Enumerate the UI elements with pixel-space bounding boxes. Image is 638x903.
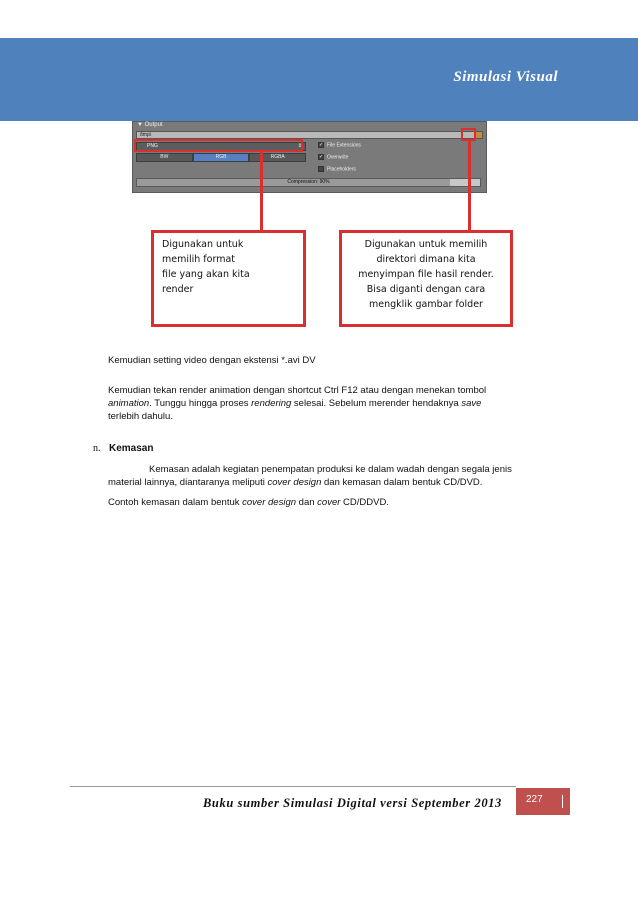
checkbox-placeholders[interactable] xyxy=(318,166,356,172)
text-run: . Tunggu hingga proses xyxy=(149,398,252,409)
checkbox-label: Overwrite xyxy=(327,154,349,161)
checkbox-checked-icon: ✓ xyxy=(319,154,324,160)
paragraph-kemasan xyxy=(108,463,533,489)
italic-term: animation xyxy=(108,398,150,409)
callout-directory xyxy=(339,230,513,327)
text-run: Contoh kemasan dalam bentuk xyxy=(108,497,243,508)
page-number: 227 xyxy=(526,794,543,805)
select-arrows-icon: ⇕ xyxy=(297,143,302,149)
color-mode-bw[interactable]: BW xyxy=(136,153,193,162)
paragraph-line: Kemudian tekan render animation dengan shortcut Ctrl F12 atau dengan menekan tombol xyxy=(108,385,487,396)
italic-term: save xyxy=(461,398,482,409)
text-run: dan xyxy=(296,497,318,508)
paragraph-line: terlebih dahulu. xyxy=(108,411,173,422)
italic-term: cover design xyxy=(267,477,322,488)
paragraph-render xyxy=(108,384,528,423)
callout-line: mengklik gambar folder xyxy=(369,299,483,310)
text-run: dan kemasan dalam bentuk CD/DVD. xyxy=(321,477,483,488)
compression-slider-end xyxy=(450,179,480,186)
callout-line: direktori dimana kita xyxy=(376,254,476,265)
callout-line: Digunakan untuk xyxy=(162,239,244,250)
section-heading: Kemasan xyxy=(109,443,154,454)
page-number-divider xyxy=(562,795,563,808)
color-mode-rgb[interactable]: RGB xyxy=(193,153,250,162)
paragraph-line xyxy=(108,476,533,489)
output-path-field[interactable]: /tmp\ xyxy=(136,131,481,139)
folder-highlight xyxy=(461,128,476,141)
callout-line: memilih format xyxy=(162,254,236,265)
text-run: selesai. Sebelum merender hendaknya xyxy=(291,398,462,409)
checkbox-label: Placeholders xyxy=(327,166,356,173)
checkbox-checked-icon: ✓ xyxy=(319,142,324,148)
format-highlight xyxy=(134,139,303,152)
output-panel xyxy=(132,121,487,193)
callout-line: Bisa diganti dengan cara xyxy=(366,284,486,295)
checkbox-file-extensions[interactable] xyxy=(318,142,361,148)
paragraph-line: Kemasan adalah kegiatan penempatan produksi ke dalam wadah dengan segala jenis xyxy=(149,464,512,475)
panel-title: ▼ Output xyxy=(137,122,163,128)
paragraph-line xyxy=(108,397,528,410)
compression-label: Compression: 90% xyxy=(287,179,330,185)
checkbox-label: File Extensions xyxy=(327,142,361,149)
connector-right xyxy=(468,141,471,231)
format-value: PNG xyxy=(147,143,158,149)
callout-line: menyimpan file hasil render. xyxy=(358,269,494,280)
paragraph-video-setting: Kemudian setting video dengan ekstensi *.avi DV xyxy=(108,355,316,366)
italic-term: cover design xyxy=(242,497,297,508)
connector-left xyxy=(260,152,263,232)
color-mode-rgba[interactable]: RGBA xyxy=(249,153,306,162)
text-run: CD/DDVD. xyxy=(340,497,389,508)
text-run: material lainnya, diantaranya meliputi xyxy=(108,477,268,488)
italic-term: rendering xyxy=(251,398,292,409)
header-band xyxy=(0,38,638,121)
section-marker: n. xyxy=(93,443,101,454)
checkbox-overwrite[interactable] xyxy=(318,154,348,160)
blender-output-figure xyxy=(125,121,520,336)
callout-line: Digunakan untuk memilih xyxy=(364,239,488,250)
italic-term: cover xyxy=(317,497,341,508)
compression-slider[interactable] xyxy=(136,178,481,187)
footer-rule xyxy=(70,786,516,787)
footer-text: Buku sumber Simulasi Digital versi September 2013 xyxy=(203,796,502,810)
checkbox-unchecked-icon xyxy=(318,166,324,172)
callout-line: render xyxy=(162,284,194,295)
callout-format xyxy=(151,230,306,327)
callout-line: file yang akan kita xyxy=(162,269,250,280)
paragraph-contoh xyxy=(108,496,389,509)
color-mode-row xyxy=(136,153,306,162)
header-title: Simulasi Visual xyxy=(453,69,558,85)
